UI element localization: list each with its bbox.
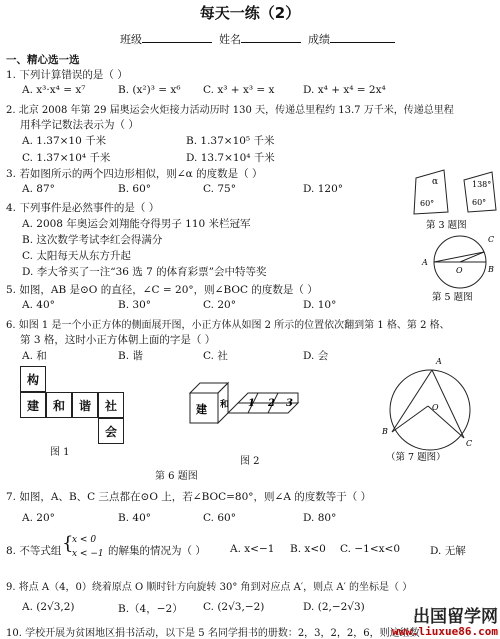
class-field[interactable] <box>142 31 212 43</box>
q1-option-d[interactable]: D. x⁴ + x⁴ = 2x⁴ <box>303 84 386 96</box>
net-cell-jian: 建 <box>20 392 46 418</box>
q2-option-a[interactable]: A. 1.37×10 千米 <box>22 135 107 147</box>
q6-figure-label: 第 6 题图 <box>155 471 198 482</box>
q9-option-d[interactable]: D. (2,−2√3) <box>303 601 365 613</box>
q9-option-b[interactable]: B.（4，−2） <box>118 603 183 615</box>
q6-option-d[interactable]: D. 会 <box>303 350 329 362</box>
q3-angle-right-60: 60° <box>472 198 487 207</box>
q6-option-a[interactable]: A. 和 <box>22 350 47 362</box>
net-cell-hui: 会 <box>98 418 124 444</box>
q8-inequality-2: x < −1 <box>72 549 104 559</box>
score-label: 成绩 <box>308 33 330 46</box>
q7-line-ob <box>392 406 428 432</box>
question-8: 8. 不等式组 <box>6 545 62 557</box>
q3-angle-left-60: 60° <box>420 199 435 208</box>
net-cell-he: 和 <box>46 392 72 418</box>
q5-option-d[interactable]: D. 10° <box>303 299 337 311</box>
q9-option-a[interactable]: A. (2√3,2) <box>22 601 75 613</box>
q7-point-c: C <box>466 439 473 448</box>
q5-chord-ac <box>434 252 484 262</box>
q7-line-ab <box>392 370 432 432</box>
q1-option-c[interactable]: C. x³ + x³ = x <box>203 84 275 96</box>
question-1: 1. 下列计算错误的是（ ） <box>6 69 128 81</box>
q5-figure <box>420 228 500 304</box>
q3-option-a[interactable]: A. 87° <box>22 183 55 195</box>
question-10: 10. 学校开展为贫困地区捐书活动，以下是 5 名同学捐书的册数：2，3，2，2，6，则这组数 <box>6 628 420 639</box>
q3-option-b[interactable]: B. 60° <box>118 183 152 195</box>
q1-option-a[interactable]: A. x³·x⁴ = x⁷ <box>22 84 86 96</box>
q3-angle-138: 138° <box>472 180 492 189</box>
q5-point-o: O <box>456 266 463 275</box>
score-field[interactable] <box>330 31 395 43</box>
q4-option-c[interactable]: C. 太阳每天从东方升起 <box>22 250 131 262</box>
grid-cell-1: 1 <box>248 398 255 409</box>
q8-option-a[interactable]: A. x<−1 <box>230 543 275 555</box>
question-3: 3. 若如图所示的两个四边形相似，则∠α 的度数是（ ） <box>6 168 263 180</box>
class-label: 班级 <box>120 33 142 46</box>
q9-option-c[interactable]: C. (2√3,−2) <box>203 601 265 613</box>
q3-figure <box>408 164 500 234</box>
q7-option-b[interactable]: B. 40° <box>118 512 152 524</box>
q5-figure-label: 第 5 题图 <box>432 292 473 303</box>
watermark-logo-text: 出国留学网 <box>413 607 498 627</box>
q5-point-b: B <box>488 265 494 274</box>
q7-point-a: A <box>436 357 442 366</box>
q7-circle <box>390 370 473 450</box>
question-4: 4. 下列事件是必然事件的是（ ） <box>6 202 160 214</box>
q7-point-b: B <box>382 427 388 436</box>
q5-option-b[interactable]: B. 30° <box>118 299 152 311</box>
q2-option-d[interactable]: D. 13.7×10⁴ 千米 <box>186 152 275 164</box>
q7-option-c[interactable]: C. 60° <box>203 512 236 524</box>
net-cell-gou: 构 <box>20 366 46 392</box>
q8-option-c[interactable]: C. −1<x<0 <box>340 543 401 555</box>
q8-option-b[interactable]: B. x<0 <box>290 543 326 555</box>
q6-fig2-label: 图 2 <box>240 456 260 467</box>
question-2: 2. 北京 2008 年第 29 届奥运会火炬接力活动历时 130 天，传递总里程约 13.7 万千米，传递总里程 <box>6 105 454 116</box>
question-6: 6. 如图 1 是一个小正方体的侧面展开图，小正方体从如图 2 所示的位置依次翻到第 1 格、第 2 格、 <box>6 320 450 331</box>
q3-option-d[interactable]: D. 120° <box>303 183 344 195</box>
grid-cell-3: 3 <box>286 398 293 409</box>
cube-front-char: 建 <box>196 403 207 416</box>
net-cell-xie: 谐 <box>72 392 98 418</box>
q5-chord-oc <box>460 252 484 262</box>
q8-brace: { <box>62 533 74 554</box>
q7-figure <box>380 352 495 464</box>
net-cell-she: 社 <box>98 392 124 418</box>
q8-inequality-1: x < 0 <box>72 535 97 545</box>
q3-figure-label: 第 3 题图 <box>426 220 467 231</box>
q7-figure-label: （第 7 题图） <box>386 452 446 463</box>
question-5: 5. 如图，AB 是⊙O 的直径，∠C = 20°，则∠BOC 的度数是（ ） <box>6 284 318 296</box>
q4-option-b[interactable]: B. 这次数学考试李红会得满分 <box>22 234 163 246</box>
q7-option-a[interactable]: A. 20° <box>22 512 55 524</box>
q2-option-c[interactable]: C. 1.37×10⁴ 千米 <box>22 152 111 164</box>
q7-point-o: O <box>432 403 439 412</box>
question-6-line2: 第 3 格，这时小正方体朝上面的字是（ ） <box>20 334 216 346</box>
question-7: 7. 如图，A、B、C 三点都在⊙O 上，若∠BOC=80°，则∠A 的度数等于（ ） <box>6 491 372 503</box>
q1-option-b[interactable]: B. (x²)³ = x⁶ <box>118 84 181 96</box>
q5-point-a: A <box>422 258 428 267</box>
q5-option-c[interactable]: C. 20° <box>203 299 236 311</box>
student-info-row <box>120 31 395 47</box>
q8-option-d[interactable]: D. 无解 <box>430 545 466 557</box>
q6-option-c[interactable]: C. 社 <box>203 350 228 362</box>
q8-stem-end: 的解集的情况为（ ） <box>108 545 206 557</box>
q3-angle-alpha: α <box>432 177 439 187</box>
q7-option-d[interactable]: D. 80° <box>303 512 337 524</box>
q6-fig1-label: 图 1 <box>50 447 70 458</box>
watermark-url[interactable]: www.liuxue86.com <box>392 625 498 638</box>
q4-option-d[interactable]: D. 李大爷买了一注“36 选 7 的体育彩票”会中特等奖 <box>22 266 267 278</box>
q4-option-a[interactable]: A. 2008 年奥运会刘翔能夺得男子 110 米栏冠军 <box>22 218 251 230</box>
section-heading: 一、精心选一选 <box>6 54 80 66</box>
cube-side-char: 和 <box>220 400 230 410</box>
name-field[interactable] <box>241 31 301 43</box>
q5-point-c: C <box>488 235 495 244</box>
page-title: 每天一练（2） <box>199 4 301 22</box>
q5-option-a[interactable]: A. 40° <box>22 299 55 311</box>
question-9: 9. 将点 A（4，0）绕着原点 O 顺时针方向旋转 30° 角到对应点 A′，则点 A′ 的坐标是（ ） <box>6 582 413 593</box>
name-label: 姓名 <box>219 33 241 46</box>
q6-fig2-cube-grid <box>180 365 310 435</box>
q6-option-b[interactable]: B. 谐 <box>118 350 143 362</box>
q3-option-c[interactable]: C. 75° <box>203 183 236 195</box>
grid-cell-2: 2 <box>268 398 275 409</box>
question-2-line2: 用科学记数法表示为（ ） <box>20 119 139 131</box>
q2-option-b[interactable]: B. 1.37×10⁵ 千米 <box>186 135 275 147</box>
